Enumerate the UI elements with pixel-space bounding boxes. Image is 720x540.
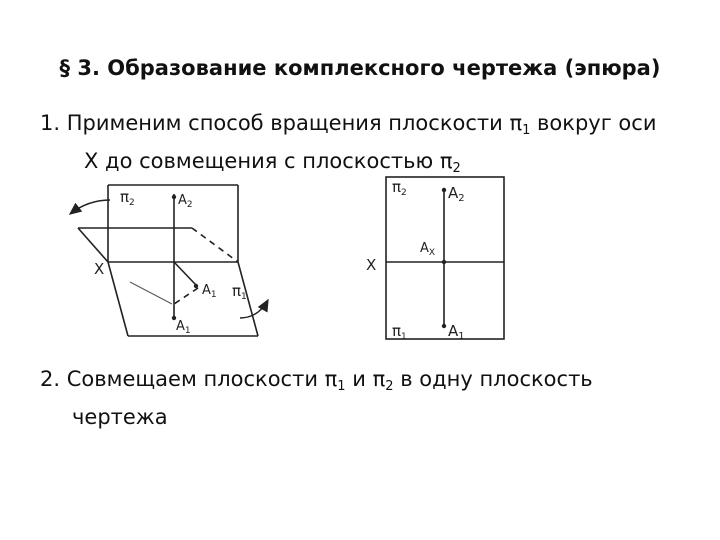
rotation-arrow-top (70, 200, 110, 214)
label-a1prime-left: $A_1$ (176, 319, 191, 336)
point-a1-right (442, 324, 446, 328)
item1-line2: X до совмещения с плоскостью $\pi_2$ (84, 149, 461, 176)
item2-line1: 2. Совмещаем плоскости $\pi_1$ и $\pi_2$ в одну плоскость (40, 367, 593, 394)
label-pi1-right: $\pi_1$ (392, 322, 407, 342)
label-pi2-left: $\pi_2$ (120, 188, 135, 208)
point-ax-right (442, 260, 446, 264)
label-pi2-right: $\pi_2$ (392, 178, 407, 198)
label-a2-right: $A_2$ (448, 184, 465, 204)
label-x-right: X (366, 256, 377, 274)
item2-line2: чертежа (72, 405, 168, 429)
point-a2-right (442, 188, 446, 192)
plane-pi1-horizontal (78, 228, 192, 262)
point-a1 (194, 284, 198, 288)
label-a1-left: $A_1$ (202, 283, 217, 300)
projection-line-thin (130, 282, 172, 304)
label-pi1-left: $\pi_1$ (232, 282, 247, 302)
label-a1-right: $A_1$ (448, 322, 465, 342)
projection-lines-left (174, 194, 196, 318)
item1-line1: Применим способ вращения плоскости $\pi_1$ вокруг оси (66, 111, 657, 138)
page-title: § 3. Образование комплексного чертежа (эпюра) (59, 56, 661, 80)
item-number: 1. (40, 111, 61, 135)
label-x-left: X (94, 260, 105, 278)
label-ax-right: $A_X$ (420, 241, 436, 258)
label-a2-left: $A_2$ (178, 193, 193, 210)
point-a2 (172, 195, 176, 199)
list-item-2 (40, 364, 593, 433)
epure-frame (386, 177, 504, 339)
rotation-arrow-bottom (240, 300, 268, 318)
